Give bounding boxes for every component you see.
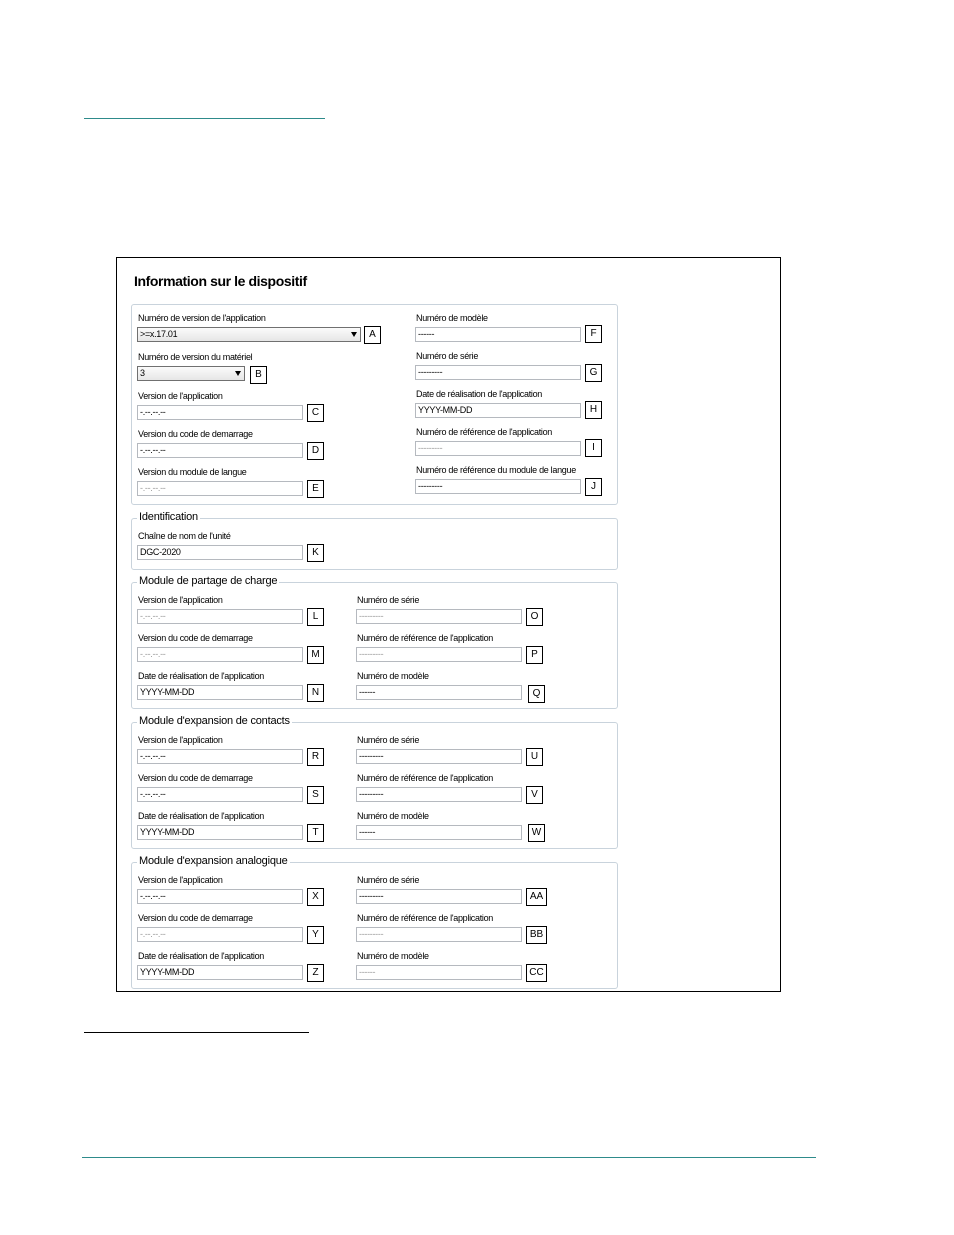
ae-app-ref-label: Numéro de référence de l'application	[357, 913, 494, 923]
application-reference-field[interactable]: ---------	[415, 441, 581, 456]
language-reference-field[interactable]: ---------	[415, 479, 581, 494]
ae-build-date-label: Date de réalisation de l'application	[138, 951, 265, 961]
language-module-version-field[interactable]: -.--.--.--	[137, 481, 303, 496]
identification-title: Identification	[139, 511, 198, 523]
ae-app-version-label: Version de l'application	[138, 875, 223, 885]
app-version-number-select[interactable]	[137, 327, 361, 342]
contacts-expansion-group	[131, 715, 618, 849]
load-share-group	[131, 575, 618, 709]
callout-j: J	[585, 478, 602, 496]
hardware-version-select[interactable]	[137, 366, 245, 381]
ls-model-field[interactable]: ------	[356, 685, 522, 700]
serial-number-field[interactable]: ---------	[415, 365, 581, 380]
callout-x: X	[307, 888, 324, 906]
ae-serial-field[interactable]: ---------	[356, 889, 522, 904]
ce-build-date-label: Date de réalisation de l'application	[138, 811, 265, 821]
callout-bb: BB	[526, 926, 547, 944]
identification-group	[131, 511, 618, 570]
callout-b: B	[250, 366, 267, 384]
ce-serial-field[interactable]: ---------	[356, 749, 522, 764]
contacts-expansion-title: Module d'expansion de contacts	[139, 715, 290, 727]
ls-boot-code-label: Version du code de demarrage	[138, 633, 253, 643]
boot-code-version-label: Version du code de demarrage	[138, 429, 253, 439]
ae-boot-code-field[interactable]: -.--.--.--	[137, 927, 303, 942]
callout-d: D	[307, 442, 324, 460]
ce-app-version-field[interactable]: -.--.--.--	[137, 749, 303, 764]
unit-name-field[interactable]: DGC-2020	[137, 545, 303, 560]
build-date-label: Date de réalisation de l'application	[416, 389, 543, 399]
ls-serial-label: Numéro de série	[357, 595, 420, 605]
serial-number-label: Numéro de série	[416, 351, 479, 361]
callout-f: F	[585, 325, 602, 343]
chevron-down-icon	[351, 332, 357, 337]
ae-build-date-field[interactable]: YYYY-MM-DD	[137, 965, 303, 980]
callout-w: W	[528, 824, 545, 842]
callout-m: M	[307, 646, 324, 664]
callout-k: K	[307, 544, 324, 562]
boot-code-version-field[interactable]: -.--.--.--	[137, 443, 303, 458]
ls-model-label: Numéro de modèle	[357, 671, 429, 681]
ce-boot-code-field[interactable]: -.--.--.--	[137, 787, 303, 802]
footnote-rule	[84, 1032, 309, 1033]
analog-expansion-title: Module d'expansion analogique	[139, 855, 288, 867]
ce-serial-label: Numéro de série	[357, 735, 420, 745]
ae-model-label: Numéro de modèle	[357, 951, 429, 961]
ce-model-label: Numéro de modèle	[357, 811, 429, 821]
ls-build-date-field[interactable]: YYYY-MM-DD	[137, 685, 303, 700]
ls-app-ref-label: Numéro de référence de l'application	[357, 633, 494, 643]
ls-build-date-label: Date de réalisation de l'application	[138, 671, 265, 681]
callout-i: I	[585, 439, 602, 457]
ls-app-version-label: Version de l'application	[138, 595, 223, 605]
callout-v: V	[526, 786, 543, 804]
callout-t: T	[307, 824, 324, 842]
callout-e: E	[307, 480, 324, 498]
callout-l: L	[307, 608, 324, 626]
ls-serial-field[interactable]: ---------	[356, 609, 522, 624]
load-share-title: Module de partage de charge	[139, 575, 278, 587]
callout-o: O	[526, 608, 543, 626]
callout-y: Y	[307, 926, 324, 944]
callout-aa: AA	[526, 888, 547, 906]
callout-s: S	[307, 786, 324, 804]
application-version-label: Version de l'application	[138, 391, 223, 401]
callout-u: U	[526, 748, 543, 766]
ce-model-field[interactable]: ------	[356, 825, 522, 840]
panel-title: Information sur le dispositif	[134, 273, 307, 289]
device-info-panel	[116, 257, 781, 992]
ls-app-ref-field[interactable]: ---------	[356, 647, 522, 662]
unit-name-label: Chaîne de nom de l'unité	[138, 531, 231, 541]
ae-model-field[interactable]: ------	[356, 965, 522, 980]
ae-boot-code-label: Version du code de demarrage	[138, 913, 253, 923]
model-number-field[interactable]: ------	[415, 327, 581, 342]
ce-build-date-field[interactable]: YYYY-MM-DD	[137, 825, 303, 840]
callout-q: Q	[528, 685, 545, 703]
language-module-version-label: Version du module de langue	[138, 467, 247, 477]
callout-c: C	[307, 404, 324, 422]
ce-boot-code-label: Version du code de demarrage	[138, 773, 253, 783]
callout-n: N	[307, 684, 324, 702]
ae-app-version-field[interactable]: -.--.--.--	[137, 889, 303, 904]
callout-a: A	[364, 326, 381, 344]
callout-z: Z	[307, 964, 324, 982]
ce-app-ref-field[interactable]: ---------	[356, 787, 522, 802]
application-reference-label: Numéro de référence de l'application	[416, 427, 553, 437]
ls-app-version-field[interactable]: -.--.--.--	[137, 609, 303, 624]
model-number-label: Numéro de modèle	[416, 313, 488, 323]
top-header-rule	[84, 118, 325, 119]
ae-serial-label: Numéro de série	[357, 875, 420, 885]
ls-boot-code-field[interactable]: -.--.--.--	[137, 647, 303, 662]
chevron-down-icon	[235, 371, 241, 376]
device-info-group	[131, 304, 618, 505]
callout-cc: CC	[526, 964, 547, 982]
callout-g: G	[585, 364, 602, 382]
callout-h: H	[585, 401, 602, 419]
hardware-version-value: 3	[140, 368, 145, 378]
ce-app-ref-label: Numéro de référence de l'application	[357, 773, 494, 783]
app-version-number-label: Numéro de version de l'application	[138, 313, 266, 323]
footer-rule	[82, 1157, 816, 1158]
callout-r: R	[307, 748, 324, 766]
hardware-version-label: Numéro de version du matériel	[138, 352, 253, 362]
ae-app-ref-field[interactable]: ---------	[356, 927, 522, 942]
callout-p: P	[526, 646, 543, 664]
language-reference-label: Numéro de référence du module de langue	[416, 465, 576, 475]
analog-expansion-group	[131, 855, 618, 989]
build-date-field[interactable]: YYYY-MM-DD	[415, 403, 581, 418]
ce-app-version-label: Version de l'application	[138, 735, 223, 745]
app-version-number-value: >=x.17.01	[140, 329, 178, 339]
application-version-field[interactable]: -.--.--.--	[137, 405, 303, 420]
